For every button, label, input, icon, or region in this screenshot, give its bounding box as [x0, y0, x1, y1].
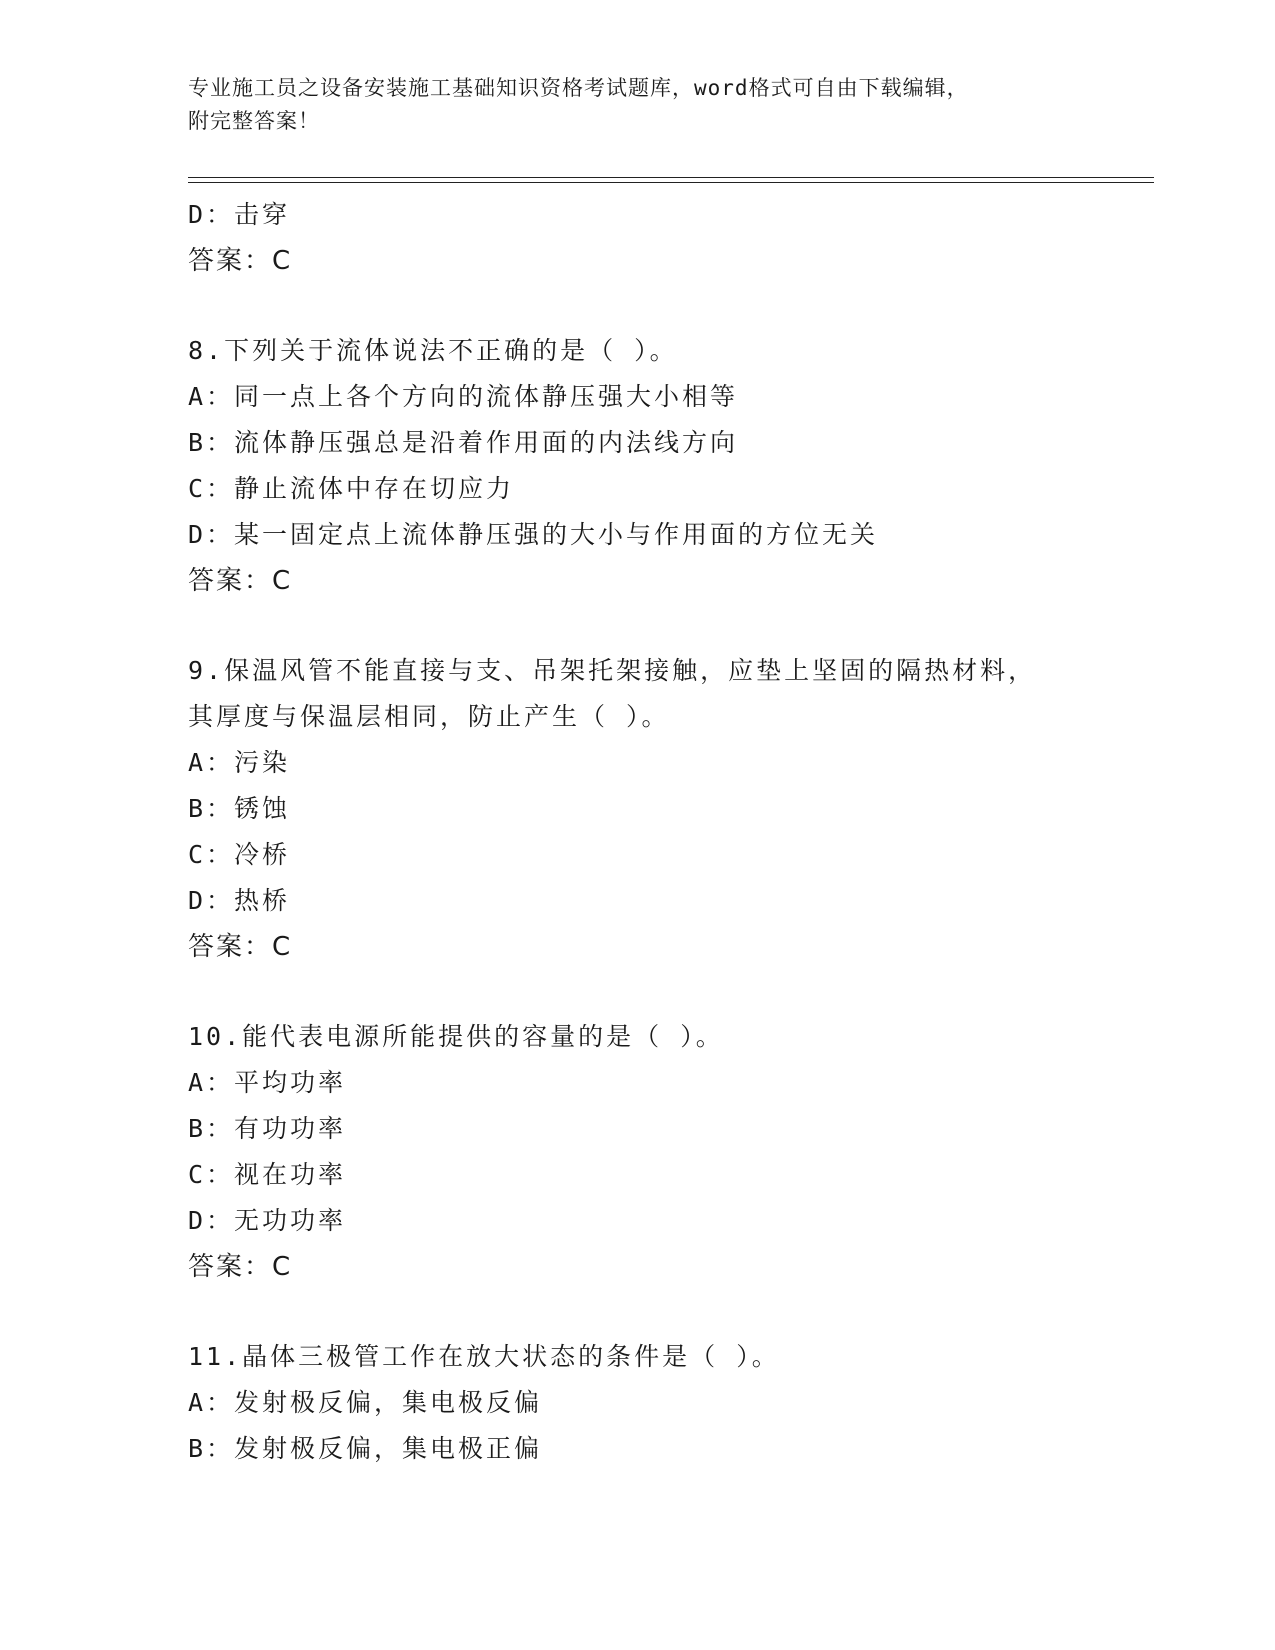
- question-stem-line-2: 其厚度与保温层相同，防止产生（ ）。: [188, 702, 670, 731]
- option-b: B：发射极反偏，集电极正偏: [188, 1434, 543, 1463]
- option-b: B：流体静压强总是沿着作用面的内法线方向: [188, 428, 739, 457]
- answer-line: 答案：C: [188, 1252, 293, 1282]
- option-d: D：某一固定点上流体静压强的大小与作用面的方位无关: [188, 520, 879, 549]
- document-header: [188, 72, 1068, 138]
- answer-line: 答案：C: [188, 932, 293, 962]
- option-a: A：平均功率: [188, 1068, 347, 1097]
- option-c: C：视在功率: [188, 1160, 347, 1189]
- question-stem: 8.下列关于流体说法不正确的是（ ）。: [188, 336, 678, 365]
- question-7-tail: [188, 192, 1154, 284]
- question-spacer: [188, 284, 1154, 328]
- header-divider-top: [188, 177, 1154, 178]
- header-divider-bottom: [188, 182, 1154, 183]
- question-11: [188, 1334, 1154, 1472]
- option-a: A：同一点上各个方向的流体静压强大小相等: [188, 382, 739, 411]
- question-list: [188, 192, 1154, 1472]
- option-b: B：有功功率: [188, 1114, 347, 1143]
- question-stem: 11.晶体三极管工作在放大状态的条件是（ ）。: [188, 1342, 780, 1371]
- option-c: C：冷桥: [188, 840, 291, 869]
- question-spacer: [188, 604, 1154, 648]
- question-8: [188, 328, 1154, 604]
- question-10: [188, 1014, 1154, 1290]
- option-a: A：发射极反偏，集电极反偏: [188, 1388, 543, 1417]
- option-b: B：锈蚀: [188, 794, 291, 823]
- question-stem-line-1: 9.保温风管不能直接与支、吊架托架接触，应垫上坚固的隔热材料，: [188, 656, 1037, 685]
- option-d: D：击穿: [188, 200, 291, 229]
- question-9: [188, 648, 1154, 970]
- question-spacer: [188, 1290, 1154, 1334]
- option-a: A：污染: [188, 748, 291, 777]
- answer-line: 答案：C: [188, 246, 293, 276]
- option-d: D：热桥: [188, 886, 291, 915]
- option-c: C：静止流体中存在切应力: [188, 474, 515, 503]
- question-spacer: [188, 970, 1154, 1014]
- option-d: D：无功功率: [188, 1206, 347, 1235]
- header-line-2: 附完整答案！: [188, 109, 320, 133]
- header-line-1: 专业施工员之设备安装施工基础知识资格考试题库，word格式可自由下载编辑，: [188, 76, 969, 100]
- answer-line: 答案：C: [188, 566, 293, 596]
- question-stem: 10.能代表电源所能提供的容量的是（ ）。: [188, 1022, 724, 1051]
